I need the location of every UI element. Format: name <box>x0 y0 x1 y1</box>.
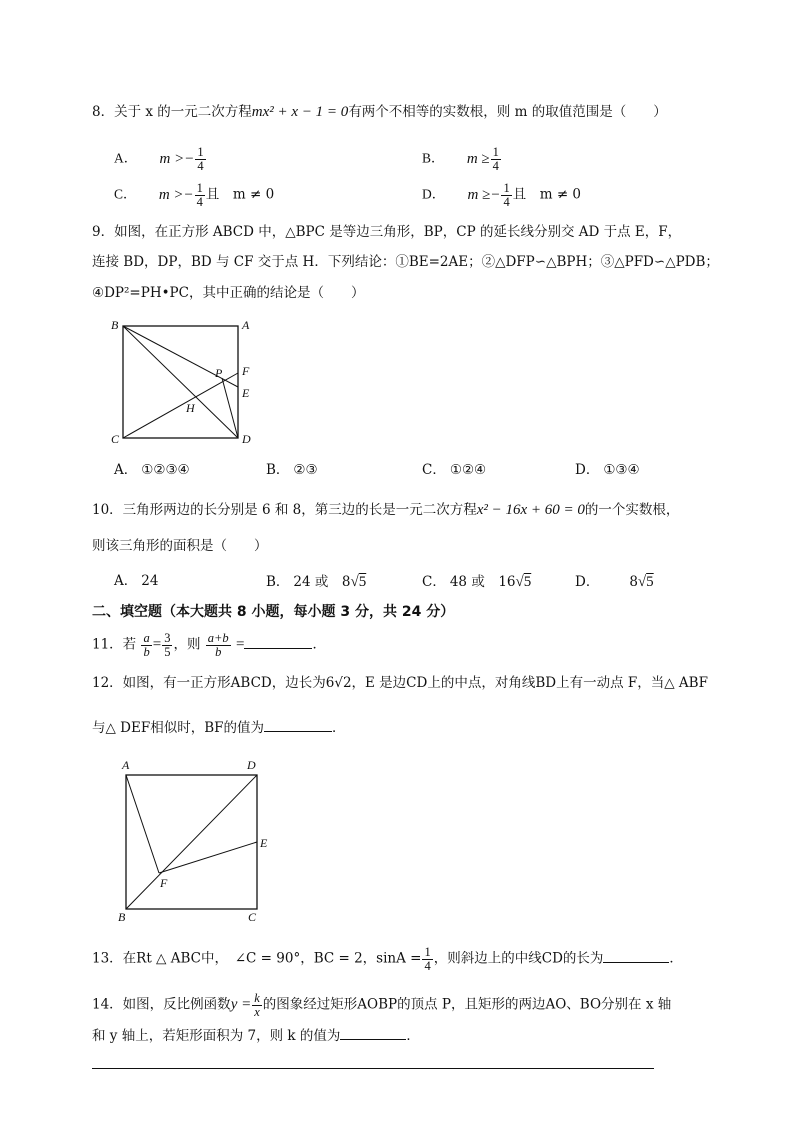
fraction: $\frac{1}{4}$ <box>492 145 499 173</box>
label-e: E <box>242 386 250 400</box>
section-heading: 二、填空题（本大题共 8 小题，每小题 3 分，共 24 分） <box>92 604 455 620</box>
q10-option-a: A． 24 <box>114 573 159 589</box>
q11: 11．若 $\frac{a}{b}$ = $\frac{3}{5}$ ，则 $\frac{a+b}{b}$ = ． <box>92 631 326 659</box>
fraction: $\frac{1}{4}$ <box>503 181 510 209</box>
q12-line1: 12．如图，有一正方形ABCD，边长为6√2，E 是边CD上的中点，对角线BD上有一动点 F，当△ ABF <box>92 675 708 691</box>
label-p: P <box>215 366 223 380</box>
label-a: A <box>122 758 130 772</box>
fraction: $\frac{3}{5}$ <box>164 631 171 659</box>
label-d: D <box>247 758 256 772</box>
segment-cf <box>123 373 238 438</box>
answer-blank[interactable] <box>244 636 312 649</box>
bottom-rule <box>92 1068 654 1069</box>
answer-blank[interactable] <box>603 950 669 963</box>
q8-option-c: C． m >− $\frac{1}{4}$ 且 m ≠ 0 <box>114 181 275 209</box>
q9-line3: ④DP²=PH•PC，其中正确的结论是（ ） <box>92 285 365 301</box>
q9-line1: 9．如图，在正方形 ABCD 中，△BPC 是等边三角形，BP，CP 的延长线分别交 AD 于点 E，F， <box>92 224 682 240</box>
fraction: $\frac{a+b}{b}$ <box>207 631 229 659</box>
radical: √5 <box>637 574 654 590</box>
q9-option-c: C． ①②④ <box>422 462 487 478</box>
diagonal-bd <box>123 326 238 438</box>
label-b: B <box>111 318 119 332</box>
q10-equation: x² − 16x + 60 = 0 <box>476 502 585 518</box>
q9-option-b: B． ②③ <box>266 462 318 478</box>
segment-pd <box>222 378 238 438</box>
label-d: D <box>242 432 251 446</box>
label-a: A <box>242 318 250 332</box>
diagonal-bd <box>126 775 257 909</box>
q9-line2: 连接 BD，DP，BD 与 CF 交于点 H．下列结论：①BE=2AE；②△DFP∽△BPH；③△PFD∽△PDB； <box>92 254 719 270</box>
q9-option-d: D． ①③④ <box>575 462 640 478</box>
q12-line2: 与△ DEF相似时，BF的值为 ． <box>92 720 346 736</box>
q10-line2: 则该三角形的面积是（ ） <box>92 538 268 554</box>
q8-option-a: A． m >− $\frac{1}{4}$ <box>114 145 204 173</box>
q10-option-b: B． 24 或 8√5 <box>266 574 367 590</box>
radical: √5 <box>515 574 532 590</box>
fraction: $\frac{1}{4}$ <box>197 145 204 173</box>
q10-line1: 10．三角形两边的长分别是 6 和 8，第三边的长是一元二次方程x² − 16x + 60 = 0的一个实数根， <box>92 502 680 518</box>
answer-blank[interactable] <box>264 719 332 732</box>
label-b: B <box>118 910 126 924</box>
fraction: $\frac{1}{4}$ <box>196 181 203 209</box>
answer-blank[interactable] <box>340 1027 406 1040</box>
fraction: $\frac{a}{b}$ <box>143 631 150 659</box>
q8-option-b: B． m ≥ $\frac{1}{4}$ <box>422 145 499 173</box>
label-c: C <box>248 910 257 924</box>
q8-stem: 8．关于 x 的一元二次方程mx² + x − 1 = 0有两个不相等的实数根，则 m 的取值范围是（ ） <box>92 104 667 120</box>
q10-option-d: D． 8√5 <box>575 574 654 590</box>
q12-figure <box>114 756 274 926</box>
segment-fe <box>159 842 257 873</box>
fraction: $\frac{1}{4}$ <box>424 945 431 973</box>
q8-option-d: D． m ≥− $\frac{1}{4}$ 且 m ≠ 0 <box>422 181 582 209</box>
label-h: H <box>186 401 195 415</box>
radical: √5 <box>350 574 367 590</box>
q14-line2: 和 y 轴上，若矩形面积为 7，则 k 的值为 ． <box>92 1028 420 1044</box>
label-c: C <box>111 432 120 446</box>
fraction: $\frac{k}{x}$ <box>254 991 260 1019</box>
label-e: E <box>260 836 268 850</box>
q13: 13．在Rt △ ABC中， ∠C = 90°，BC = 2，sinA = $\frac{1}{4}$ ，则斜边上的中线CD的长为 ． <box>92 945 683 973</box>
q9-figure <box>105 315 255 447</box>
segment-af <box>126 775 159 873</box>
q14-line1: 14．如图，反比例函数y = $\frac{k}{x}$ 的图象经过矩形AOBP的顶点 P，且矩形的两边AO、BO分别在 x 轴 <box>92 991 672 1019</box>
q9-option-a: A． ①②③④ <box>114 462 190 478</box>
label-f: F <box>160 876 168 890</box>
q10-option-c: C． 48 或 16√5 <box>422 574 532 590</box>
q8-equation: mx² + x − 1 = 0 <box>251 104 349 120</box>
label-f: F <box>242 364 250 378</box>
